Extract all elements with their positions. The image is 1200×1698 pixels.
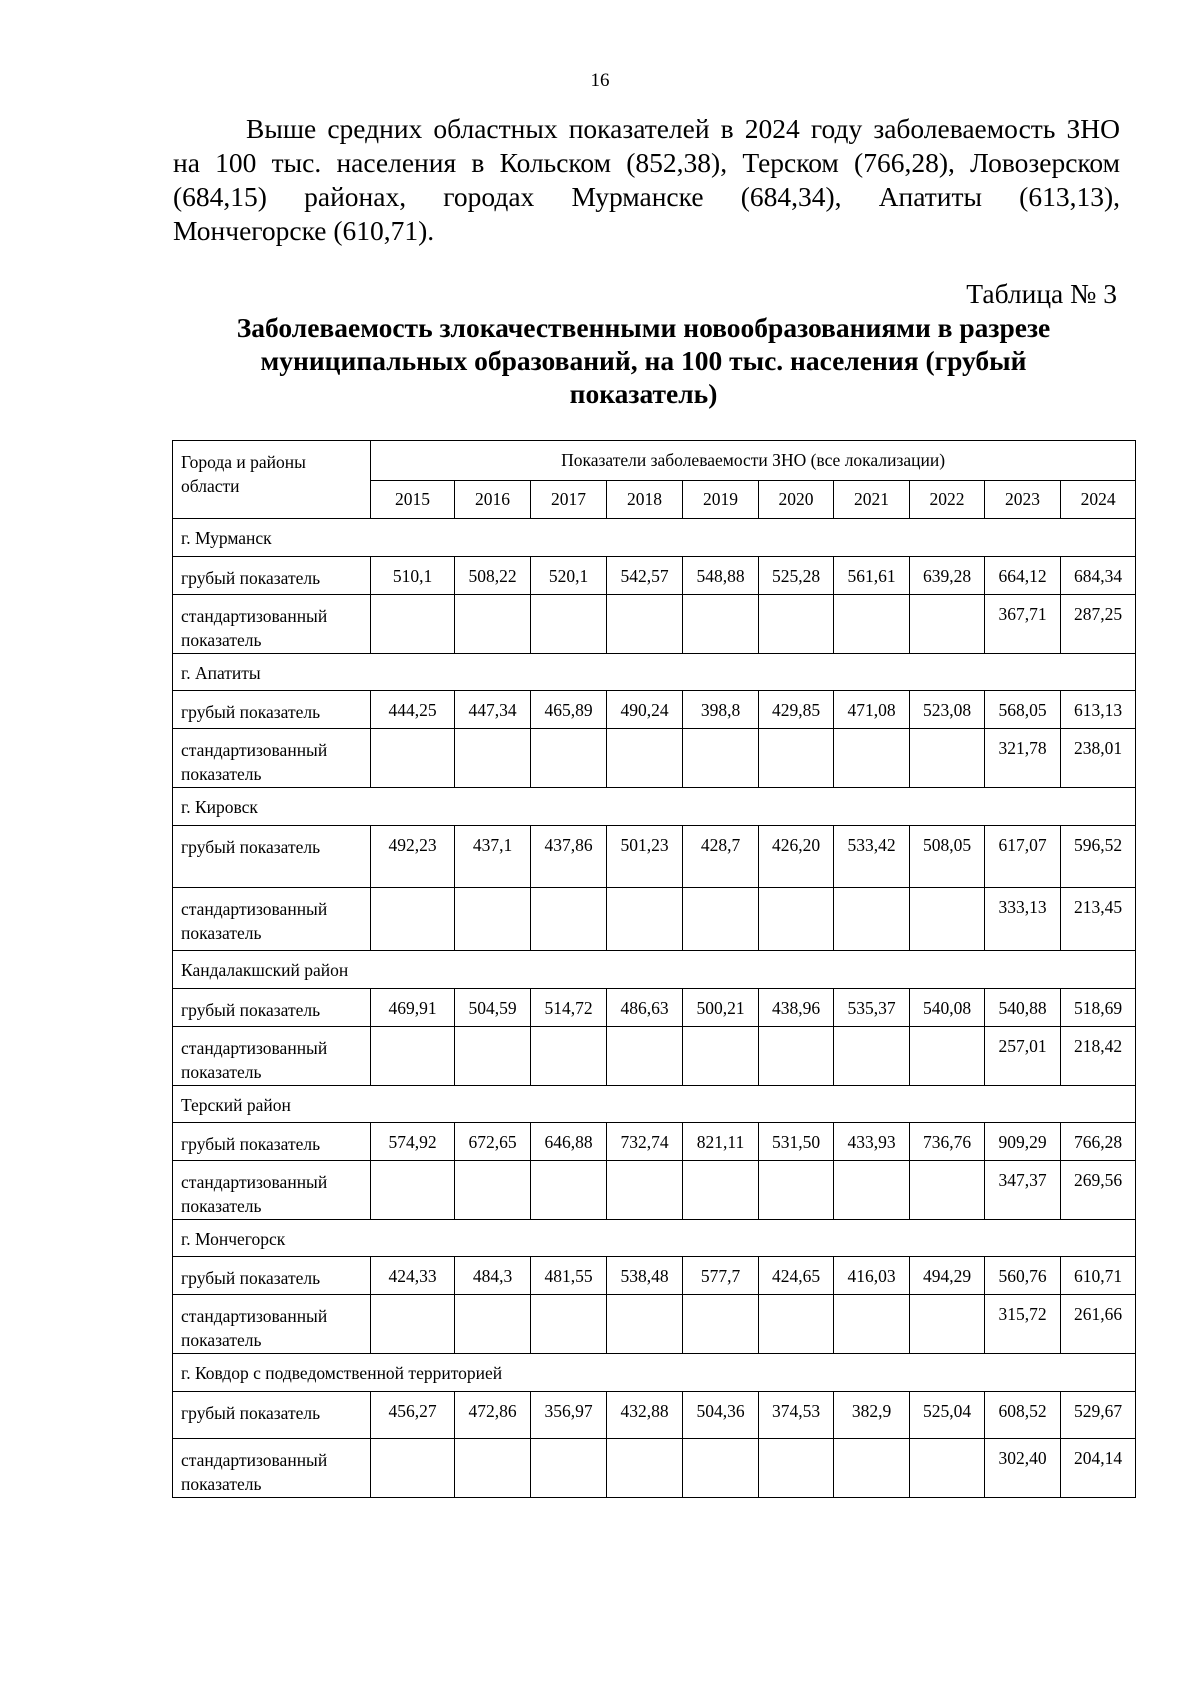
value-cell xyxy=(834,888,910,951)
value-cell xyxy=(607,729,683,788)
value-cell: 574,92 xyxy=(371,1123,455,1161)
row-label xyxy=(173,557,371,595)
value-cell: 523,08 xyxy=(910,691,985,729)
table-row xyxy=(173,1123,1136,1161)
value-cell xyxy=(455,1295,531,1354)
year-header: 2020 xyxy=(759,481,834,519)
value-cell: 508,22 xyxy=(455,557,531,595)
table-title-line: Заболеваемость злокачественными новообразованиями в разрезе xyxy=(236,312,1051,343)
row-label-line: стандартизованный xyxy=(181,1038,328,1058)
value-cell: 560,76 xyxy=(985,1257,1061,1295)
value-cell xyxy=(834,729,910,788)
value-cell: 492,23 xyxy=(371,826,455,888)
group-row xyxy=(173,1354,1136,1392)
table-title-line: муниципальных образований, на 100 тыс. населения (грубый xyxy=(260,345,1027,376)
row-label xyxy=(173,729,371,788)
value-cell xyxy=(607,1295,683,1354)
intro-line: на 100 тыс. населения в Кольском (852,38), Терском (766,28), Ловозерском xyxy=(173,147,1120,178)
corner-header-line: Города и районы xyxy=(181,452,306,472)
year-header: 2016 xyxy=(455,481,531,519)
value-cell: 437,1 xyxy=(455,826,531,888)
row-label xyxy=(173,691,371,729)
row-label-line: стандартизованный xyxy=(181,899,328,919)
value-cell: 432,88 xyxy=(607,1392,683,1439)
value-cell: 438,96 xyxy=(759,989,834,1027)
value-cell xyxy=(607,1161,683,1220)
value-cell: 766,28 xyxy=(1061,1123,1136,1161)
main-header: Показатели заболеваемости ЗНО (все локализации) xyxy=(371,441,1136,481)
value-cell: 531,50 xyxy=(759,1123,834,1161)
value-cell: 529,67 xyxy=(1061,1392,1136,1439)
value-cell: 456,27 xyxy=(371,1392,455,1439)
row-label-line: грубый показатель xyxy=(181,837,321,857)
value-cell xyxy=(371,888,455,951)
header-row xyxy=(173,441,1136,481)
row-label xyxy=(173,1123,371,1161)
corner-header xyxy=(173,441,371,519)
group-row xyxy=(173,1086,1136,1123)
table-label: Таблица № 3 xyxy=(966,278,1117,309)
table-row xyxy=(173,595,1136,654)
value-cell: 494,29 xyxy=(910,1257,985,1295)
group-name: г. Ковдор с подведомственной территорией xyxy=(173,1354,1136,1392)
year-header: 2021 xyxy=(834,481,910,519)
row-label-line: показатель xyxy=(181,630,262,650)
group-row xyxy=(173,1220,1136,1257)
value-cell xyxy=(607,1027,683,1086)
value-cell: 465,89 xyxy=(531,691,607,729)
row-label-line: показатель xyxy=(181,1062,262,1082)
value-cell: 504,59 xyxy=(455,989,531,1027)
value-cell: 525,28 xyxy=(759,557,834,595)
value-cell xyxy=(531,1439,607,1498)
group-row xyxy=(173,519,1136,557)
value-cell: 548,88 xyxy=(683,557,759,595)
value-cell xyxy=(607,1439,683,1498)
value-cell: 333,13 xyxy=(985,888,1061,951)
value-cell xyxy=(455,1439,531,1498)
value-cell xyxy=(531,1295,607,1354)
value-cell: 437,86 xyxy=(531,826,607,888)
value-cell xyxy=(531,729,607,788)
value-cell: 261,66 xyxy=(1061,1295,1136,1354)
value-cell: 429,85 xyxy=(759,691,834,729)
row-label-line: грубый показатель xyxy=(181,568,321,588)
row-label xyxy=(173,1027,371,1086)
row-label-line: стандартизованный xyxy=(181,1306,328,1326)
row-label-line: грубый показатель xyxy=(181,1134,321,1154)
group-name: г. Апатиты xyxy=(173,654,1136,691)
year-header: 2023 xyxy=(985,481,1061,519)
value-cell xyxy=(759,1295,834,1354)
row-label xyxy=(173,826,371,888)
value-cell: 426,20 xyxy=(759,826,834,888)
value-cell: 481,55 xyxy=(531,1257,607,1295)
value-cell: 613,13 xyxy=(1061,691,1136,729)
value-cell xyxy=(910,1295,985,1354)
value-cell: 367,71 xyxy=(985,595,1061,654)
corner-header-line: области xyxy=(181,476,240,496)
value-cell: 428,7 xyxy=(683,826,759,888)
value-cell xyxy=(759,729,834,788)
value-cell xyxy=(759,595,834,654)
year-header: 2019 xyxy=(683,481,759,519)
value-cell xyxy=(683,595,759,654)
row-label xyxy=(173,595,371,654)
table-row xyxy=(173,557,1136,595)
value-cell: 610,71 xyxy=(1061,1257,1136,1295)
value-cell: 561,61 xyxy=(834,557,910,595)
value-cell xyxy=(759,1161,834,1220)
value-cell: 424,33 xyxy=(371,1257,455,1295)
value-cell: 444,25 xyxy=(371,691,455,729)
incidence-table xyxy=(172,440,1136,1498)
table-title xyxy=(160,311,1127,410)
value-cell: 909,29 xyxy=(985,1123,1061,1161)
table-row xyxy=(173,691,1136,729)
value-cell: 302,40 xyxy=(985,1439,1061,1498)
value-cell: 533,42 xyxy=(834,826,910,888)
value-cell: 672,65 xyxy=(455,1123,531,1161)
table-title-line: показатель) xyxy=(569,378,718,409)
group-row xyxy=(173,654,1136,691)
row-label xyxy=(173,1257,371,1295)
value-cell: 684,34 xyxy=(1061,557,1136,595)
value-cell: 596,52 xyxy=(1061,826,1136,888)
value-cell: 471,08 xyxy=(834,691,910,729)
page-number: 16 xyxy=(590,70,610,91)
value-cell: 508,05 xyxy=(910,826,985,888)
value-cell xyxy=(531,888,607,951)
row-label-line: стандартизованный xyxy=(181,1450,328,1470)
value-cell xyxy=(371,1439,455,1498)
value-cell: 287,25 xyxy=(1061,595,1136,654)
table-row xyxy=(173,729,1136,788)
value-cell: 356,97 xyxy=(531,1392,607,1439)
value-cell xyxy=(834,1295,910,1354)
table-row xyxy=(173,1257,1136,1295)
row-label xyxy=(173,888,371,951)
value-cell: 347,37 xyxy=(985,1161,1061,1220)
value-cell xyxy=(607,888,683,951)
row-label-line: показатель xyxy=(181,764,262,784)
table-row xyxy=(173,1027,1136,1086)
value-cell: 608,52 xyxy=(985,1392,1061,1439)
value-cell: 382,9 xyxy=(834,1392,910,1439)
value-cell xyxy=(683,888,759,951)
value-cell: 204,14 xyxy=(1061,1439,1136,1498)
value-cell: 732,74 xyxy=(607,1123,683,1161)
value-cell: 424,65 xyxy=(759,1257,834,1295)
row-label-line: показатель xyxy=(181,1330,262,1350)
table-row xyxy=(173,1439,1136,1498)
value-cell xyxy=(531,1161,607,1220)
value-cell: 315,72 xyxy=(985,1295,1061,1354)
row-label-line: грубый показатель xyxy=(181,1268,321,1288)
row-label-line: стандартизованный xyxy=(181,1172,328,1192)
value-cell: 540,88 xyxy=(985,989,1061,1027)
value-cell: 257,01 xyxy=(985,1027,1061,1086)
table-row xyxy=(173,1295,1136,1354)
value-cell xyxy=(910,1439,985,1498)
group-row xyxy=(173,951,1136,989)
intro-line: Выше средних областных показателей в 2024 году заболеваемость ЗНО xyxy=(246,113,1120,144)
row-label-line: показатель xyxy=(181,1474,262,1494)
table-row xyxy=(173,888,1136,951)
value-cell xyxy=(371,729,455,788)
value-cell xyxy=(683,1027,759,1086)
value-cell: 500,21 xyxy=(683,989,759,1027)
value-cell xyxy=(531,1027,607,1086)
value-cell: 540,08 xyxy=(910,989,985,1027)
row-label-line: показатель xyxy=(181,923,262,943)
value-cell: 617,07 xyxy=(985,826,1061,888)
value-cell: 510,1 xyxy=(371,557,455,595)
row-label-line: стандартизованный xyxy=(181,740,328,760)
value-cell xyxy=(910,729,985,788)
value-cell: 321,78 xyxy=(985,729,1061,788)
value-cell xyxy=(834,1161,910,1220)
value-cell: 269,56 xyxy=(1061,1161,1136,1220)
value-cell xyxy=(834,595,910,654)
value-cell: 542,57 xyxy=(607,557,683,595)
value-cell: 821,11 xyxy=(683,1123,759,1161)
group-name: г. Мурманск xyxy=(173,519,1136,557)
value-cell xyxy=(455,888,531,951)
group-name: Терский район xyxy=(173,1086,1136,1123)
value-cell xyxy=(683,1161,759,1220)
value-cell xyxy=(834,1439,910,1498)
value-cell: 520,1 xyxy=(531,557,607,595)
value-cell: 577,7 xyxy=(683,1257,759,1295)
value-cell xyxy=(910,1027,985,1086)
value-cell: 518,69 xyxy=(1061,989,1136,1027)
value-cell: 535,37 xyxy=(834,989,910,1027)
value-cell xyxy=(371,595,455,654)
row-label xyxy=(173,1295,371,1354)
value-cell: 525,04 xyxy=(910,1392,985,1439)
value-cell xyxy=(455,595,531,654)
value-cell xyxy=(455,1161,531,1220)
row-label-line: показатель xyxy=(181,1196,262,1216)
group-name: Кандалакшский район xyxy=(173,951,1136,989)
row-label xyxy=(173,1392,371,1439)
value-cell: 664,12 xyxy=(985,557,1061,595)
value-cell: 374,53 xyxy=(759,1392,834,1439)
value-cell xyxy=(910,1161,985,1220)
row-label-line: грубый показатель xyxy=(181,1403,321,1423)
value-cell: 433,93 xyxy=(834,1123,910,1161)
value-cell: 639,28 xyxy=(910,557,985,595)
table-row xyxy=(173,826,1136,888)
value-cell: 486,63 xyxy=(607,989,683,1027)
group-row xyxy=(173,788,1136,826)
group-name: г. Кировск xyxy=(173,788,1136,826)
value-cell: 398,8 xyxy=(683,691,759,729)
row-label xyxy=(173,989,371,1027)
year-header: 2017 xyxy=(531,481,607,519)
value-cell: 238,01 xyxy=(1061,729,1136,788)
intro-paragraph xyxy=(173,112,1120,248)
value-cell: 514,72 xyxy=(531,989,607,1027)
value-cell: 538,48 xyxy=(607,1257,683,1295)
row-label xyxy=(173,1161,371,1220)
value-cell: 218,42 xyxy=(1061,1027,1136,1086)
value-cell xyxy=(759,1027,834,1086)
row-label-line: грубый показатель xyxy=(181,1000,321,1020)
year-header: 2018 xyxy=(607,481,683,519)
row-label-line: грубый показатель xyxy=(181,702,321,722)
value-cell xyxy=(683,1439,759,1498)
value-cell: 447,34 xyxy=(455,691,531,729)
value-cell xyxy=(371,1027,455,1086)
value-cell xyxy=(683,729,759,788)
intro-line: Мончегорске (610,71). xyxy=(173,215,435,246)
value-cell: 469,91 xyxy=(371,989,455,1027)
value-cell xyxy=(759,1439,834,1498)
value-cell: 416,03 xyxy=(834,1257,910,1295)
year-header: 2024 xyxy=(1061,481,1136,519)
row-label-line: стандартизованный xyxy=(181,606,328,626)
table-row xyxy=(173,1161,1136,1220)
value-cell xyxy=(607,595,683,654)
value-cell: 213,45 xyxy=(1061,888,1136,951)
table-row xyxy=(173,989,1136,1027)
value-cell: 490,24 xyxy=(607,691,683,729)
value-cell xyxy=(683,1295,759,1354)
value-cell: 568,05 xyxy=(985,691,1061,729)
value-cell xyxy=(834,1027,910,1086)
value-cell xyxy=(371,1295,455,1354)
value-cell xyxy=(455,1027,531,1086)
value-cell: 504,36 xyxy=(683,1392,759,1439)
year-header: 2015 xyxy=(371,481,455,519)
value-cell xyxy=(371,1161,455,1220)
value-cell xyxy=(759,888,834,951)
group-name: г. Мончегорск xyxy=(173,1220,1136,1257)
value-cell xyxy=(531,595,607,654)
table-row xyxy=(173,1392,1136,1439)
value-cell: 736,76 xyxy=(910,1123,985,1161)
row-label xyxy=(173,1439,371,1498)
value-cell xyxy=(910,888,985,951)
value-cell: 501,23 xyxy=(607,826,683,888)
value-cell xyxy=(910,595,985,654)
value-cell: 472,86 xyxy=(455,1392,531,1439)
value-cell: 646,88 xyxy=(531,1123,607,1161)
year-header: 2022 xyxy=(910,481,985,519)
value-cell: 484,3 xyxy=(455,1257,531,1295)
value-cell xyxy=(455,729,531,788)
intro-line: (684,15) районах, городах Мурманске (684,34), Апатиты (613,13), xyxy=(173,181,1120,212)
